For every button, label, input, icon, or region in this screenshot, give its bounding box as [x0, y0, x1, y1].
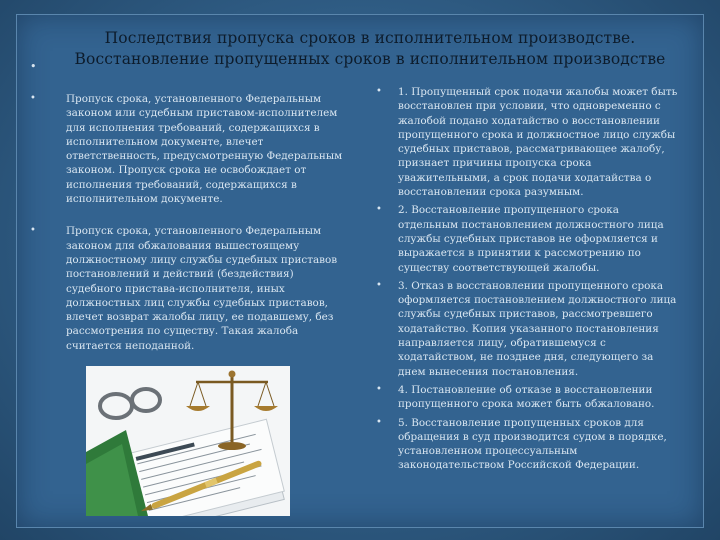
left-column: [30, 92, 346, 371]
list-item: [376, 203, 680, 274]
list-item: [376, 85, 680, 199]
bullet-icon: •: [30, 225, 36, 237]
list-item: [376, 383, 680, 412]
list-item-text: 3. Отказ в восстановлении пропущенного срока оформляется постановлением должностного лица службы судебных приставов, рассмотревшего ходатайство. Копия указанного постановления направляется лицу, обратившемуся с ходатайством, не позднее дня, следующего за днем вынесения постановления.: [398, 279, 677, 378]
list-item-text: Пропуск срока, установленного Федеральным законом или судебным приставом-исполнителем для исполнения требований, содержащихся в исполнительном документе, влечет ответственность, предусмотренную Федеральным законом. Пропуск срока не освобождает от исполнения требований, содержащихся в исполнительном документе.: [66, 93, 343, 206]
bullet-icon: •: [30, 93, 36, 104]
list-item-text: 1. Пропущенный срок подачи жалобы может быть восстановлен при условии, что одновременно с жалобой подано ходатайство о восстановлении пропущенного срока и должностное лицо службы судебных приставов, рассматривающее жалобу, признает причины пропуска срока уважительными, а срок подачи ходатайства о восстановлении срока разумным.: [398, 86, 678, 199]
right-column: [376, 85, 680, 477]
list-item: [376, 416, 680, 473]
bullet-icon: •: [376, 383, 382, 395]
scales-of-justice-with-documents-and-pen-icon: [86, 366, 290, 516]
list-item: [30, 92, 346, 206]
list-item-text: Пропуск срока, установленного Федеральным законом для обжалования вышестоящему должностному лицу службы судебных приставов постановлений и действий (бездействия) судебного пристава-исполнителя, иных должностных лиц службы судебных приставов, влечет возврат жалобы лицу, ее подавшему, без рассмотрения по существу. Такая жалоба считается неподанной.: [66, 225, 338, 352]
bullet-icon: •: [376, 416, 382, 428]
list-item: [30, 224, 346, 353]
list-item-text: 2. Восстановление пропущенного срока отдельным постановлением должностного лица службы судебных приставов не оформляется и выражается в принятии к рассмотрению по существу соответствующей жалобы.: [398, 204, 664, 274]
list-item-text: 4. Постановление об отказе в восстановлении пропущенного срока может быть обжаловано.: [398, 383, 655, 411]
title-line-1: Последствия пропуска сроков в исполнительном производстве.: [104, 29, 636, 47]
bullet-icon: •: [376, 86, 382, 97]
title-line-2: Восстановление пропущенных сроков в исполнительном производстве: [74, 50, 666, 68]
list-item: [376, 279, 680, 379]
title-bullet: •: [30, 60, 37, 73]
slide-title: [40, 28, 700, 70]
list-item-text: 5. Восстановление пропущенных сроков для обращения в суд производится судом в порядке, установленном процессуальным законодательством Российской Федерации.: [398, 416, 667, 472]
bullet-icon: •: [376, 279, 382, 291]
bullet-icon: •: [376, 204, 382, 216]
